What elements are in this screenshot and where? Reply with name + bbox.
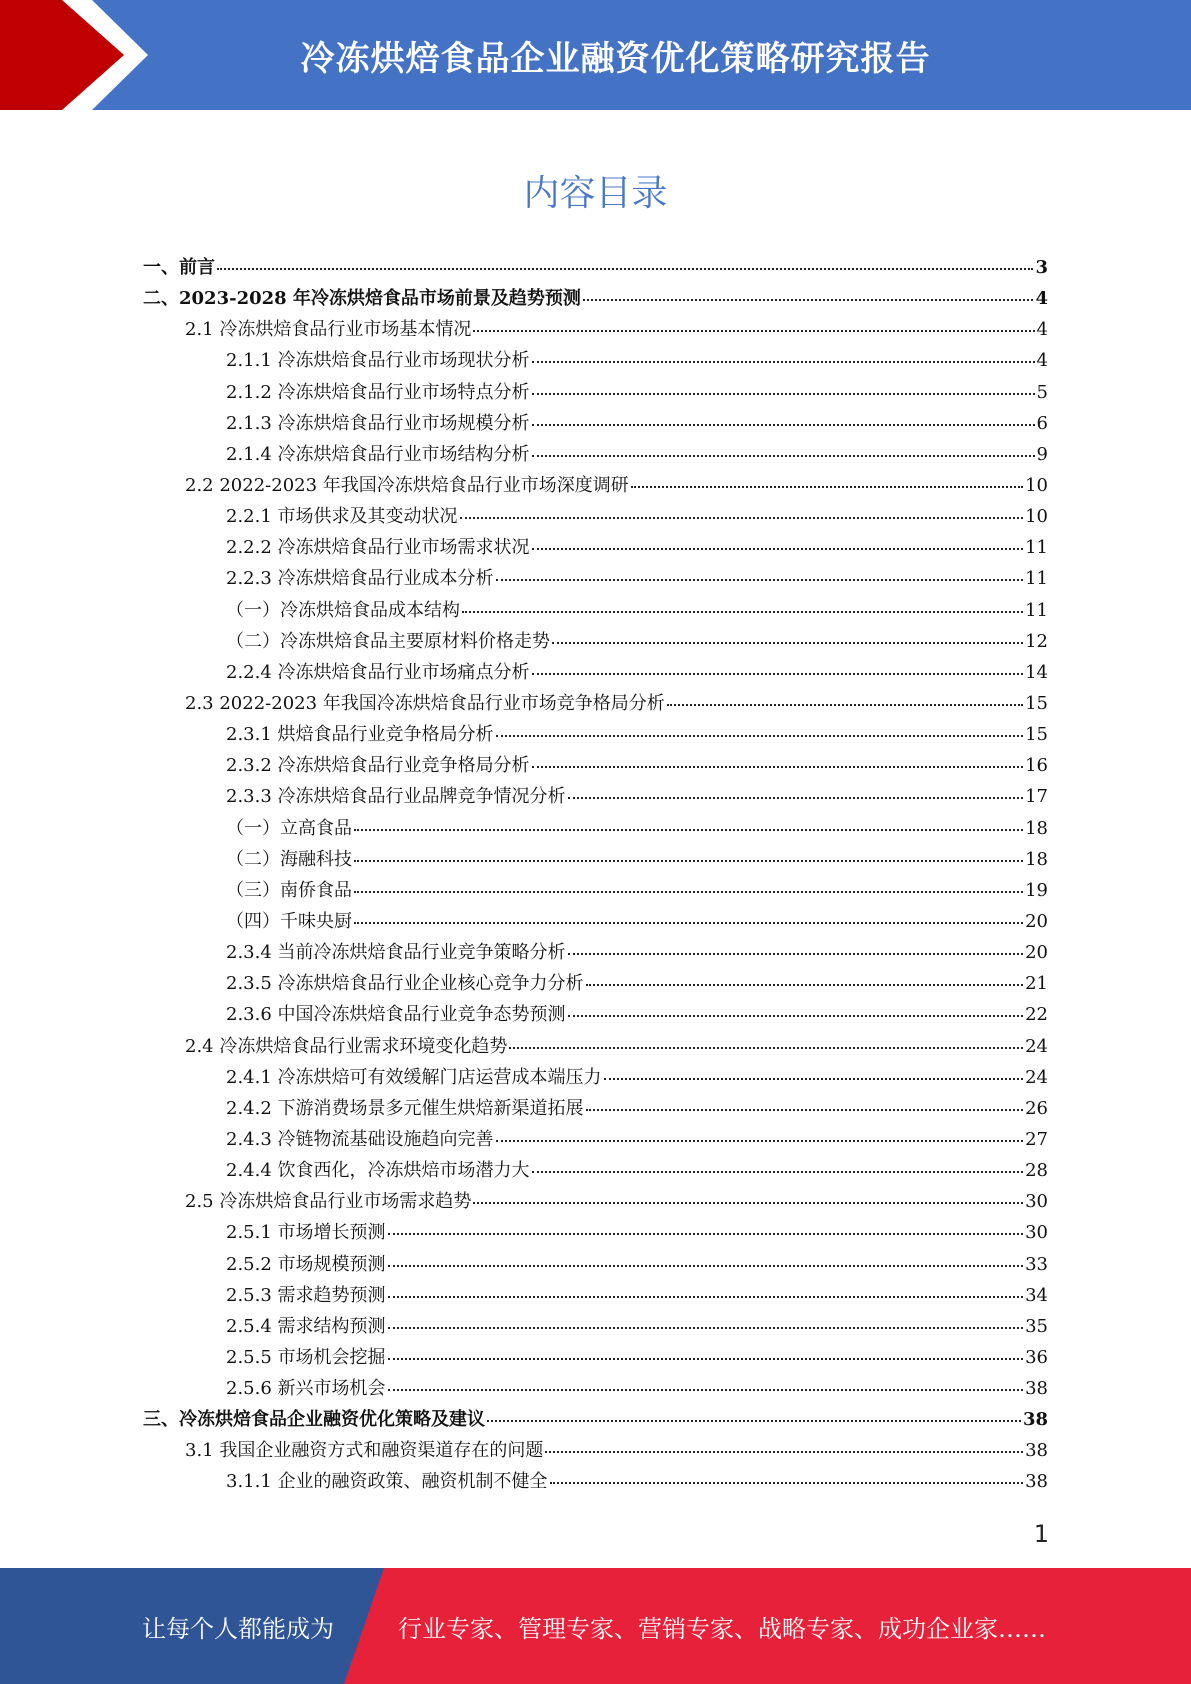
toc-entry-title: 三、冷冻烘焙食品企业融资优化策略及建议 xyxy=(143,1409,485,1431)
toc-entry-title: 2.4.2 下游消费场景多元催生烘焙新渠道拓展 xyxy=(226,1097,584,1119)
toc-entry[interactable] xyxy=(143,533,1048,564)
toc-entry-page: 33 xyxy=(1025,1253,1048,1275)
toc-entry-title: 2.5.4 需求结构预测 xyxy=(226,1315,386,1337)
toc-entry[interactable] xyxy=(143,876,1048,907)
toc-leader-dots xyxy=(532,766,1024,768)
toc-entry-page: 18 xyxy=(1025,848,1048,870)
toc-entry-page: 11 xyxy=(1025,568,1048,590)
toc-entry[interactable] xyxy=(143,253,1048,284)
toc-entry-page: 34 xyxy=(1025,1284,1048,1306)
toc-entry-page: 38 xyxy=(1022,1409,1048,1431)
toc-entry[interactable] xyxy=(143,596,1048,627)
toc-entry[interactable] xyxy=(143,502,1048,533)
toc-entry-page: 19 xyxy=(1025,879,1048,901)
toc-entry-page: 38 xyxy=(1025,1471,1048,1493)
toc-leader-dots xyxy=(354,922,1023,924)
toc-entry-page: 9 xyxy=(1036,443,1048,465)
toc-leader-dots xyxy=(568,1015,1024,1017)
toc-entry-title: 2.4.3 冷链物流基础设施趋向完善 xyxy=(226,1128,494,1150)
toc-leader-dots xyxy=(583,299,1034,301)
toc-leader-dots xyxy=(354,829,1023,831)
toc-entry-title: 2.3.3 冷冻烘焙食品行业品牌竞争情况分析 xyxy=(226,786,566,808)
toc-entry-page: 4 xyxy=(1035,288,1048,310)
toc-leader-dots xyxy=(496,1140,1024,1142)
toc-entry-title: 2.2.4 冷冻烘焙食品行业市场痛点分析 xyxy=(226,661,530,683)
page-number: 1 xyxy=(1033,1520,1049,1548)
toc-entry[interactable] xyxy=(143,315,1048,346)
toc-leader-dots xyxy=(532,393,1035,395)
toc-entry-title: 2.4 冷冻烘焙食品行业需求环境变化趋势 xyxy=(185,1035,508,1057)
toc-leader-dots xyxy=(667,704,1023,706)
toc-entry-title: 3.1 我国企业融资方式和融资渠道存在的问题 xyxy=(185,1440,544,1462)
toc-leader-dots xyxy=(532,361,1035,363)
toc-entry-page: 10 xyxy=(1025,506,1048,528)
toc-entry-page: 5 xyxy=(1036,381,1048,403)
toc-entry-title: 二、2023-2028 年冷冻烘焙食品市场前景及趋势预测 xyxy=(143,288,581,310)
table-of-contents xyxy=(143,253,1048,1499)
toc-leader-dots xyxy=(586,984,1024,986)
toc-entry-title: 2.2.2 冷冻烘焙食品行业市场需求状况 xyxy=(226,537,530,559)
toc-entry-page: 30 xyxy=(1025,1222,1048,1244)
toc-leader-dots xyxy=(552,642,1023,644)
toc-entry-page: 24 xyxy=(1025,1066,1048,1088)
toc-entry-title: 2.5.1 市场增长预测 xyxy=(226,1222,386,1244)
toc-entry-title: 2.5.6 新兴市场机会 xyxy=(226,1378,386,1400)
toc-entry-page: 30 xyxy=(1025,1191,1048,1213)
toc-entry[interactable] xyxy=(143,1281,1048,1312)
toc-leader-dots xyxy=(532,424,1035,426)
toc-entry-title: 2.4.1 冷冻烘焙可有效缓解门店运营成本端压力 xyxy=(226,1066,602,1088)
toc-leader-dots xyxy=(460,517,1024,519)
page-footer xyxy=(0,1568,1191,1684)
toc-entry-title: 2.5.2 市场规模预测 xyxy=(226,1253,386,1275)
toc-entry[interactable] xyxy=(143,1000,1048,1031)
toc-entry[interactable] xyxy=(143,689,1048,720)
toc-leader-dots xyxy=(509,1047,1023,1049)
toc-leader-dots xyxy=(354,891,1023,893)
toc-leader-dots xyxy=(496,579,1024,581)
toc-heading: 内容目录 xyxy=(523,173,668,214)
toc-leader-dots xyxy=(586,1109,1024,1111)
toc-entry-page: 3 xyxy=(1035,257,1048,278)
toc-entry[interactable] xyxy=(143,1094,1048,1125)
toc-entry[interactable] xyxy=(143,564,1048,595)
toc-entry-title: 2.2.1 市场供求及其变动状况 xyxy=(226,506,458,528)
toc-leader-dots xyxy=(604,1078,1024,1080)
toc-entry-page: 6 xyxy=(1036,412,1048,434)
toc-leader-dots xyxy=(550,1482,1024,1484)
toc-leader-dots xyxy=(388,1389,1024,1391)
toc-leader-dots xyxy=(388,1358,1024,1360)
footer-slogan-left: 让每个人都能成为 xyxy=(142,1614,334,1643)
toc-entry-page: 12 xyxy=(1025,630,1048,652)
toc-entry[interactable] xyxy=(143,1032,1048,1063)
toc-entry[interactable] xyxy=(143,440,1048,471)
toc-entry[interactable] xyxy=(143,471,1048,502)
toc-entry-page: 4 xyxy=(1036,319,1048,341)
toc-entry[interactable] xyxy=(143,1467,1048,1498)
toc-leader-dots xyxy=(568,797,1024,799)
toc-entry[interactable] xyxy=(143,1156,1048,1187)
toc-entry-title: 2.3 2022-2023 年我国冷冻烘焙食品行业市场竞争格局分析 xyxy=(185,692,665,714)
footer-slogan-right: 行业专家、管理专家、营销专家、战略专家、成功企业家…… xyxy=(398,1614,1046,1643)
toc-entry-title: 2.1.2 冷冻烘焙食品行业市场特点分析 xyxy=(226,381,530,403)
toc-entry-page: 28 xyxy=(1025,1160,1048,1182)
toc-entry[interactable] xyxy=(143,1218,1048,1249)
toc-entry[interactable] xyxy=(143,1405,1048,1436)
toc-entry-page: 36 xyxy=(1025,1346,1048,1368)
toc-entry-page: 11 xyxy=(1025,599,1048,621)
toc-entry[interactable] xyxy=(143,1374,1048,1405)
toc-entry-title: 2.3.6 中国冷冻烘焙食品行业竞争态势预测 xyxy=(226,1004,566,1026)
toc-leader-dots xyxy=(388,1327,1024,1329)
toc-entry-title: 2.1.4 冷冻烘焙食品行业市场结构分析 xyxy=(226,443,530,465)
toc-leader-dots xyxy=(532,1171,1024,1173)
toc-entry-title: 2.3.1 烘焙食品行业竞争格局分析 xyxy=(226,724,494,746)
header-title: 冷冻烘焙食品企业融资优化策略研究报告 xyxy=(300,38,931,79)
toc-entry-page: 15 xyxy=(1025,724,1048,746)
toc-entry[interactable] xyxy=(143,1250,1048,1281)
toc-entry-page: 14 xyxy=(1025,661,1048,683)
toc-entry-page: 21 xyxy=(1025,973,1048,995)
toc-entry-page: 38 xyxy=(1025,1440,1048,1462)
toc-entry[interactable] xyxy=(143,720,1048,751)
toc-entry-page: 16 xyxy=(1025,755,1048,777)
toc-entry-title: 2.2 2022-2023 年我国冷冻烘焙食品行业市场深度调研 xyxy=(185,474,629,496)
toc-leader-dots xyxy=(217,268,1033,270)
toc-leader-dots xyxy=(532,455,1035,457)
toc-entry-page: 26 xyxy=(1025,1097,1048,1119)
toc-entry[interactable] xyxy=(143,845,1048,876)
toc-leader-dots xyxy=(473,1202,1023,1204)
toc-entry-page: 27 xyxy=(1025,1128,1048,1150)
toc-entry[interactable] xyxy=(143,346,1048,377)
toc-entry-page: 38 xyxy=(1025,1378,1048,1400)
toc-entry[interactable] xyxy=(143,1312,1048,1343)
toc-leader-dots xyxy=(631,486,1023,488)
toc-entry-title: 2.3.5 冷冻烘焙食品行业企业核心竞争力分析 xyxy=(226,973,584,995)
toc-entry-title: 2.5 冷冻烘焙食品行业市场需求趋势 xyxy=(185,1191,472,1213)
toc-entry-title: 2.5.5 市场机会挖掘 xyxy=(226,1346,386,1368)
toc-leader-dots xyxy=(568,953,1024,955)
toc-entry-title: （二）冷冻烘焙食品主要原材料价格走势 xyxy=(226,630,550,652)
toc-entry[interactable] xyxy=(143,409,1048,440)
toc-leader-dots xyxy=(388,1233,1024,1235)
toc-entry[interactable] xyxy=(143,1063,1048,1094)
toc-entry-title: 2.1.1 冷冻烘焙食品行业市场现状分析 xyxy=(226,350,530,372)
toc-entry-title: 2.5.3 需求趋势预测 xyxy=(226,1284,386,1306)
toc-leader-dots xyxy=(532,673,1024,675)
toc-leader-dots xyxy=(388,1265,1024,1267)
toc-leader-dots xyxy=(487,1420,1021,1422)
toc-entry-title: 2.2.3 冷冻烘焙食品行业成本分析 xyxy=(226,568,494,590)
toc-entry-title: 2.4.4 饮食西化，冷冻烘焙市场潜力大 xyxy=(226,1160,530,1182)
toc-entry-title: 2.1 冷冻烘焙食品行业市场基本情况 xyxy=(185,319,472,341)
toc-leader-dots xyxy=(496,735,1024,737)
toc-entry-page: 20 xyxy=(1025,910,1048,932)
toc-leader-dots xyxy=(388,1296,1024,1298)
toc-entry-title: （二）海融科技 xyxy=(226,848,352,870)
toc-leader-dots xyxy=(532,548,1024,550)
toc-entry[interactable] xyxy=(143,658,1048,689)
toc-entry-title: 3.1.1 企业的融资政策、融资机制不健全 xyxy=(226,1471,548,1493)
toc-entry[interactable] xyxy=(143,969,1048,1000)
toc-entry-title: 2.3.4 当前冷冻烘焙食品行业竞争策略分析 xyxy=(226,942,566,964)
toc-entry-title: 2.1.3 冷冻烘焙食品行业市场规模分析 xyxy=(226,412,530,434)
toc-entry[interactable] xyxy=(143,378,1048,409)
toc-entry-page: 22 xyxy=(1025,1004,1048,1026)
toc-entry-page: 10 xyxy=(1025,474,1048,496)
toc-entry[interactable] xyxy=(143,1187,1048,1218)
toc-entry-page: 11 xyxy=(1025,537,1048,559)
toc-entry-page: 4 xyxy=(1036,350,1048,372)
toc-entry[interactable] xyxy=(143,284,1048,315)
toc-entry-title: （三）南侨食品 xyxy=(226,879,352,901)
toc-entry-title: （四）千味央厨 xyxy=(226,910,352,932)
toc-entry[interactable] xyxy=(143,627,1048,658)
toc-entry-title: （一）立高食品 xyxy=(226,817,352,839)
toc-entry-title: 一、前言 xyxy=(143,257,215,278)
toc-entry-page: 24 xyxy=(1025,1035,1048,1057)
toc-entry-page: 15 xyxy=(1025,692,1048,714)
toc-leader-dots xyxy=(545,1451,1023,1453)
toc-entry[interactable] xyxy=(143,814,1048,845)
toc-leader-dots xyxy=(473,330,1034,332)
toc-entry-page: 20 xyxy=(1025,942,1048,964)
toc-entry[interactable] xyxy=(143,907,1048,938)
page-header xyxy=(0,0,1191,110)
toc-entry[interactable] xyxy=(143,938,1048,969)
toc-entry-title: （一）冷冻烘焙食品成本结构 xyxy=(226,599,460,621)
toc-entry-page: 35 xyxy=(1025,1315,1048,1337)
toc-entry[interactable] xyxy=(143,1125,1048,1156)
toc-entry[interactable] xyxy=(143,1343,1048,1374)
toc-leader-dots xyxy=(354,860,1023,862)
toc-leader-dots xyxy=(462,611,1023,613)
toc-entry[interactable] xyxy=(143,751,1048,782)
toc-entry-page: 17 xyxy=(1025,786,1048,808)
toc-entry[interactable] xyxy=(143,782,1048,813)
toc-entry-page: 18 xyxy=(1025,817,1048,839)
toc-entry[interactable] xyxy=(143,1436,1048,1467)
toc-entry-title: 2.3.2 冷冻烘焙食品行业竞争格局分析 xyxy=(226,755,530,777)
